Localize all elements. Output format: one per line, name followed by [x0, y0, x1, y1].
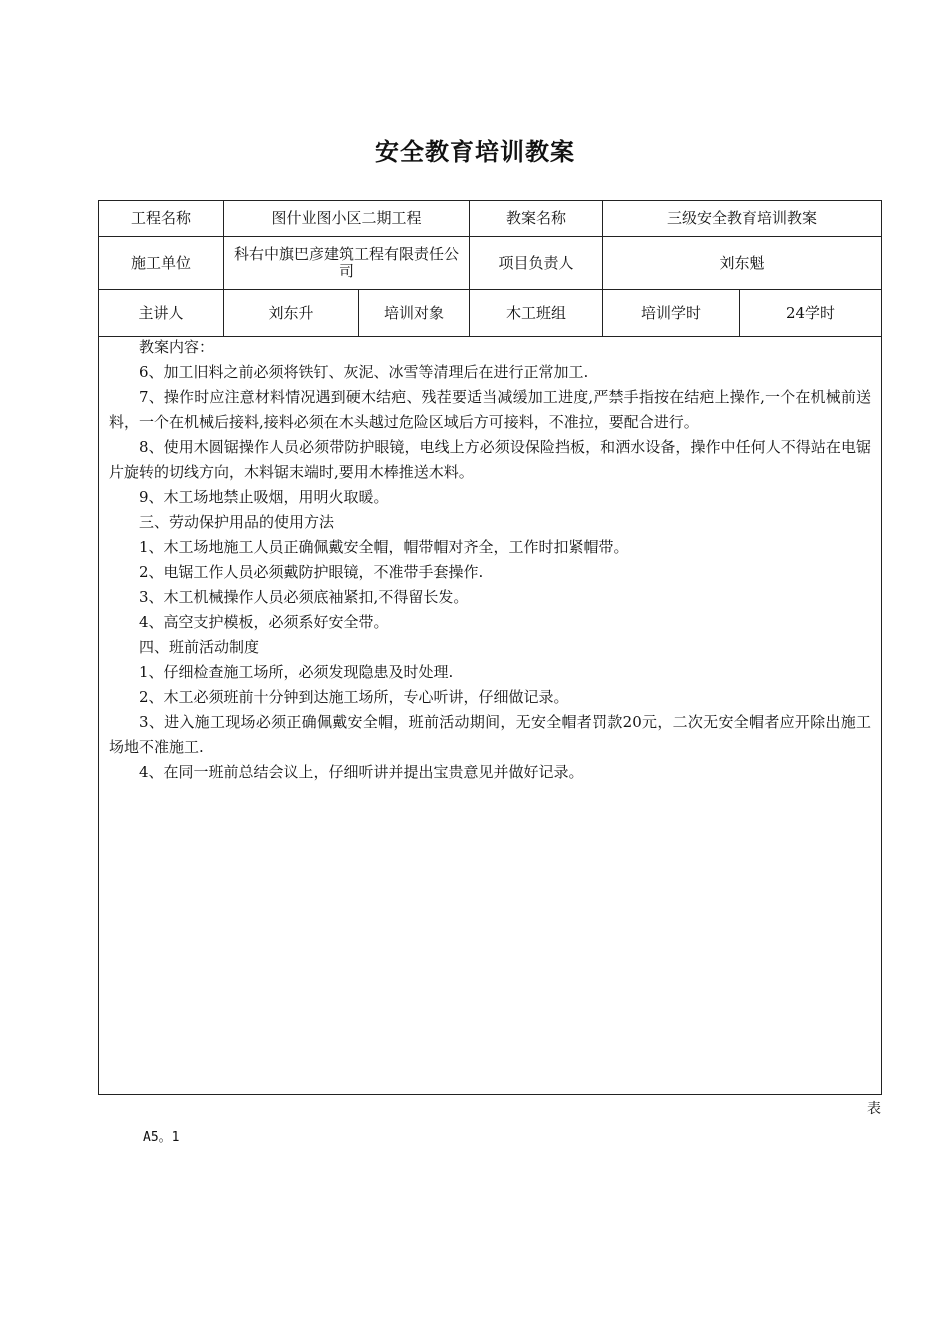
construction-unit-value: 科右中旗巴彦建筑工程有限责任公司: [224, 237, 470, 290]
content-paragraph: 2、木工必须班前十分钟到达施工场所，专心听讲，仔细做记录。: [139, 688, 569, 706]
content-paragraph: 4、高空支护模板，必须系好安全带。: [139, 613, 389, 631]
table-row-project: [99, 201, 882, 237]
table-row-unit: [99, 237, 882, 290]
page-title: 安全教育培训教案: [375, 138, 575, 166]
section-heading-protection: 三、劳动保护用品的使用方法: [139, 513, 335, 531]
content-paragraph: 1、仔细检查施工场所，必须发现隐患及时处理.: [139, 663, 454, 681]
speaker-label: 主讲人: [99, 290, 224, 337]
content-paragraph: 2、电锯工作人员必须戴防护眼镜，不准带手套操作.: [139, 563, 484, 581]
training-hours-label: 培训学时: [603, 290, 740, 337]
content-paragraph: 6、加工旧料之前必须将铁钉、灰泥、冰雪等清理后在进行正常加工.: [139, 363, 589, 381]
table-mark: 表: [867, 1101, 881, 1117]
project-leader-label: 项目负责人: [470, 237, 603, 290]
content-paragraph: 1、木工场地施工人员正确佩戴安全帽，帽带帽对齐全，工作时扣紧帽带。: [139, 538, 629, 556]
training-hours-value: 24学时: [740, 290, 882, 337]
project-leader-value: 刘东魁: [603, 237, 882, 290]
section-heading-activity: 四、班前活动制度: [139, 638, 260, 656]
content-paragraph: 8、使用木圆锯操作人员必须带防护眼镜，电线上方必须设保险挡板，和洒水设备，操作中任何人不得站在电锯片旋转的切线方向，木料锯末端时,要用木棒推送木料。: [109, 438, 872, 481]
content-paragraph: 3、进入施工现场必须正确佩戴安全帽，班前活动期间，无安全帽者罚款20元，二次无安全帽者应开除出施工场地不准施工.: [109, 713, 872, 756]
content-heading: 教案内容：: [139, 338, 215, 356]
content-paragraph: 7、操作时应注意材料情况遇到硬木结疤、残茬要适当减缓加工进度,严禁手指按在结疤上操作,一个在机械前送料，一个在机械后接料,接料必须在木头越过危险区域后方可接料，不准拉，要配合进行。: [109, 388, 872, 431]
audience-value: 木工班组: [470, 290, 603, 337]
project-name-value: 图什业图小区二期工程: [224, 201, 470, 237]
audience-label: 培训对象: [359, 290, 470, 337]
content-paragraph: 9、木工场地禁止吸烟，用明火取暖。: [139, 488, 389, 506]
plan-name-value: 三级安全教育培训教案: [603, 201, 882, 237]
project-name-label: 工程名称: [99, 201, 224, 237]
plan-name-label: 教案名称: [470, 201, 603, 237]
lesson-content-cell: [99, 337, 882, 1095]
content-paragraph: 3、木工机械操作人员必须底袖紧扣,不得留长发。: [139, 588, 469, 606]
training-form-table: [98, 200, 882, 1095]
content-paragraph: 4、在同一班前总结会议上，仔细听讲并提出宝贵意见并做好记录。: [139, 763, 584, 781]
table-row-speaker: [99, 290, 882, 337]
construction-unit-label: 施工单位: [99, 237, 224, 290]
form-code: A5。1: [143, 1130, 180, 1145]
table-row-content: [99, 337, 882, 1095]
speaker-value: 刘东升: [224, 290, 359, 337]
